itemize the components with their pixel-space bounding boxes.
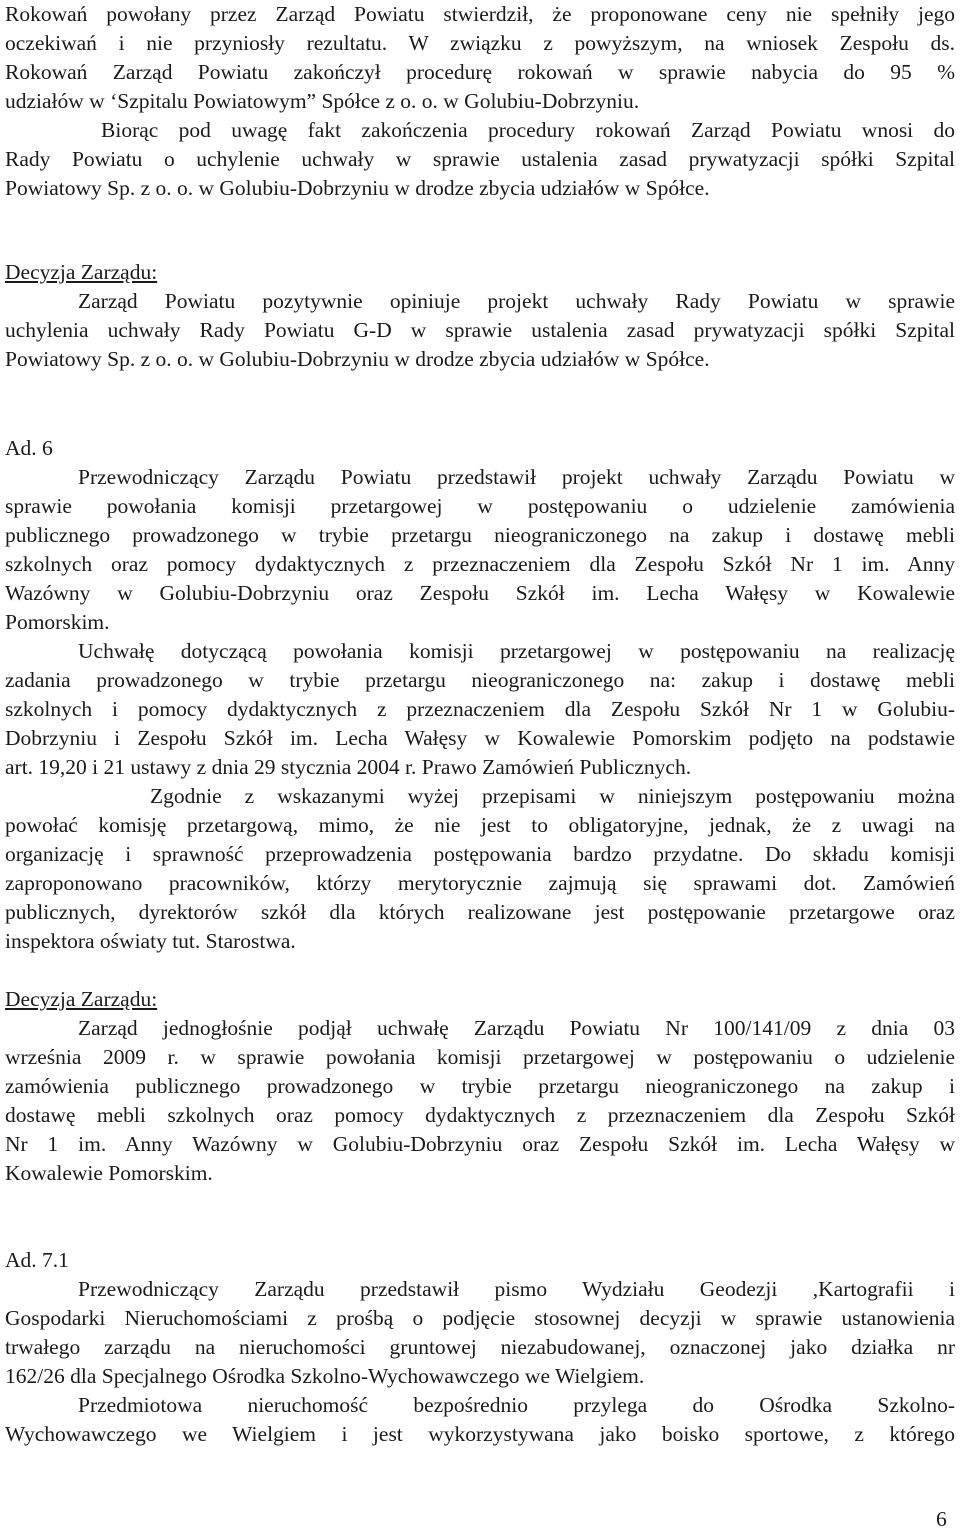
text-line: udziałów w ‘Szpitalu Powiatowym” Spółce z o. o. w Golubiu-Dobrzyniu. (5, 89, 640, 113)
text-line: zadania prowadzonego w trybie przetargu nieograniczonego na: zakup i dostawę mebli (5, 668, 955, 692)
text-line: powołać komisję przetargową, mimo, że nie jest to obligatoryjne, jednak, że z uwagi na (5, 813, 955, 837)
text-line: Rokowań Zarząd Powiatu zakończył procedurę rokowań w sprawie nabycia do 95 % (5, 60, 955, 84)
text-line: Uchwałę dotyczącą powołania komisji przetargowej w postępowaniu na realizację (78, 639, 955, 663)
text-line: Zgodnie z wskazanymi wyżej przepisami w niniejszym postępowaniu można (150, 784, 955, 808)
text-line: inspektora oświaty tut. Starostwa. (5, 929, 296, 953)
text-line: Wazówny w Golubiu-Dobrzyniu oraz Zespołu Szkół im. Lecha Wałęsy w Kowalewie (5, 581, 955, 605)
text-line: zamówienia publicznego prowadzonego w trybie przetargu nieograniczonego na zakup i (5, 1074, 955, 1098)
text-line: Zarząd Powiatu pozytywnie opiniuje projekt uchwały Rady Powiatu w sprawie (78, 289, 955, 313)
text-line: Przedmiotowa nieruchomość bezpośrednio przylega do Ośrodka Szkolno- (78, 1393, 955, 1417)
text-line: publicznego prowadzonego w trybie przetargu nieograniczonego na zakup i dostawę mebli (5, 523, 955, 547)
text-line: Przewodniczący Zarządu przedstawił pismo Wydziału Geodezji ,Kartografii i (78, 1277, 955, 1301)
text-line: uchylenia uchwały Rady Powiatu G-D w sprawie ustalenia zasad prywatyzacji spółki Szpital (5, 318, 955, 342)
text-line: 162/26 dla Specjalnego Ośrodka Szkolno-Wychowawczego we Wielgiem. (5, 1364, 645, 1388)
decision-heading: Decyzja Zarządu: (5, 987, 158, 1011)
decision-heading: Decyzja Zarządu: (5, 260, 158, 284)
text-line: Biorąc pod uwagę fakt zakończenia procedury rokowań Zarząd Powiatu wnosi do (101, 118, 955, 142)
text-line: Powiatowy Sp. z o. o. w Golubiu-Dobrzyniu w drodze zbycia udziałów w Spółce. (5, 347, 710, 371)
section-heading: Ad. 6 (5, 436, 53, 460)
text-line: oczekiwań i nie przyniosły rezultatu. W związku z powyższym, na wniosek Zespołu ds. (5, 31, 955, 55)
section-heading: Ad. 7.1 (5, 1248, 69, 1272)
text-line: Gospodarki Nieruchomościami z prośbą o podjęcie stosownej decyzji w sprawie ustanowienia (5, 1306, 955, 1330)
text-line: Zarząd jednogłośnie podjął uchwałę Zarządu Powiatu Nr 100/141/09 z dnia 03 (78, 1016, 955, 1040)
text-line: Rady Powiatu o uchylenie uchwały w sprawie ustalenia zasad prywatyzacji spółki Szpital (5, 147, 955, 171)
text-line: Rokowań powołany przez Zarząd Powiatu stwierdził, że proponowane ceny nie spełniły jego (5, 2, 955, 26)
text-line: Przewodniczący Zarządu Powiatu przedstawił projekt uchwały Zarządu Powiatu w (78, 465, 955, 489)
text-line: zaproponowano pracowników, którzy merytorycznie zajmują się sprawami dot. Zamówień (5, 871, 955, 895)
text-line: trwałego zarządu na nieruchomości gruntowej niezabudowanej, oznaczonej jako działka nr (5, 1335, 955, 1359)
text-line: Pomorskim. (5, 610, 110, 634)
text-line: organizację i sprawność przeprowadzenia postępowania bardzo przydatne. Do składu komisji (5, 842, 955, 866)
text-line: dostawę mebli szkolnych oraz pomocy dydaktycznych z przeznaczeniem dla Zespołu Szkół (5, 1103, 955, 1127)
text-line: września 2009 r. w sprawie powołania komisji przetargowej w postępowaniu o udzielenie (5, 1045, 955, 1069)
text-line: sprawie powołania komisji przetargowej w postępowaniu o udzielenie zamówienia (5, 494, 955, 518)
page-number: 6 (936, 1507, 947, 1531)
text-line: szkolnych oraz pomocy dydaktycznych z przeznaczeniem dla Zespołu Szkół Nr 1 im. Anny (5, 552, 955, 576)
text-line: Wychowawczego we Wielgiem i jest wykorzystywana jako boisko sportowe, z którego (5, 1422, 955, 1446)
text-line: Kowalewie Pomorskim. (5, 1161, 213, 1185)
text-line: szkolnych i pomocy dydaktycznych z przeznaczeniem dla Zespołu Szkół Nr 1 w Golubiu- (5, 697, 955, 721)
text-line: publicznych, dyrektorów szkół dla których realizowane jest postępowanie przetargowe oraz (5, 900, 955, 924)
text-line: Nr 1 im. Anny Wazówny w Golubiu-Dobrzyniu oraz Zespołu Szkół im. Lecha Wałęsy w (5, 1132, 955, 1156)
text-line: Dobrzyniu i Zespołu Szkół im. Lecha Wałęsy w Kowalewie Pomorskim podjęto na podstawie (5, 726, 955, 750)
text-line: Powiatowy Sp. z o. o. w Golubiu-Dobrzyniu w drodze zbycia udziałów w Spółce. (5, 176, 710, 200)
text-line: art. 19,20 i 21 ustawy z dnia 29 stycznia 2004 r. Prawo Zamówień Publicznych. (5, 755, 692, 779)
